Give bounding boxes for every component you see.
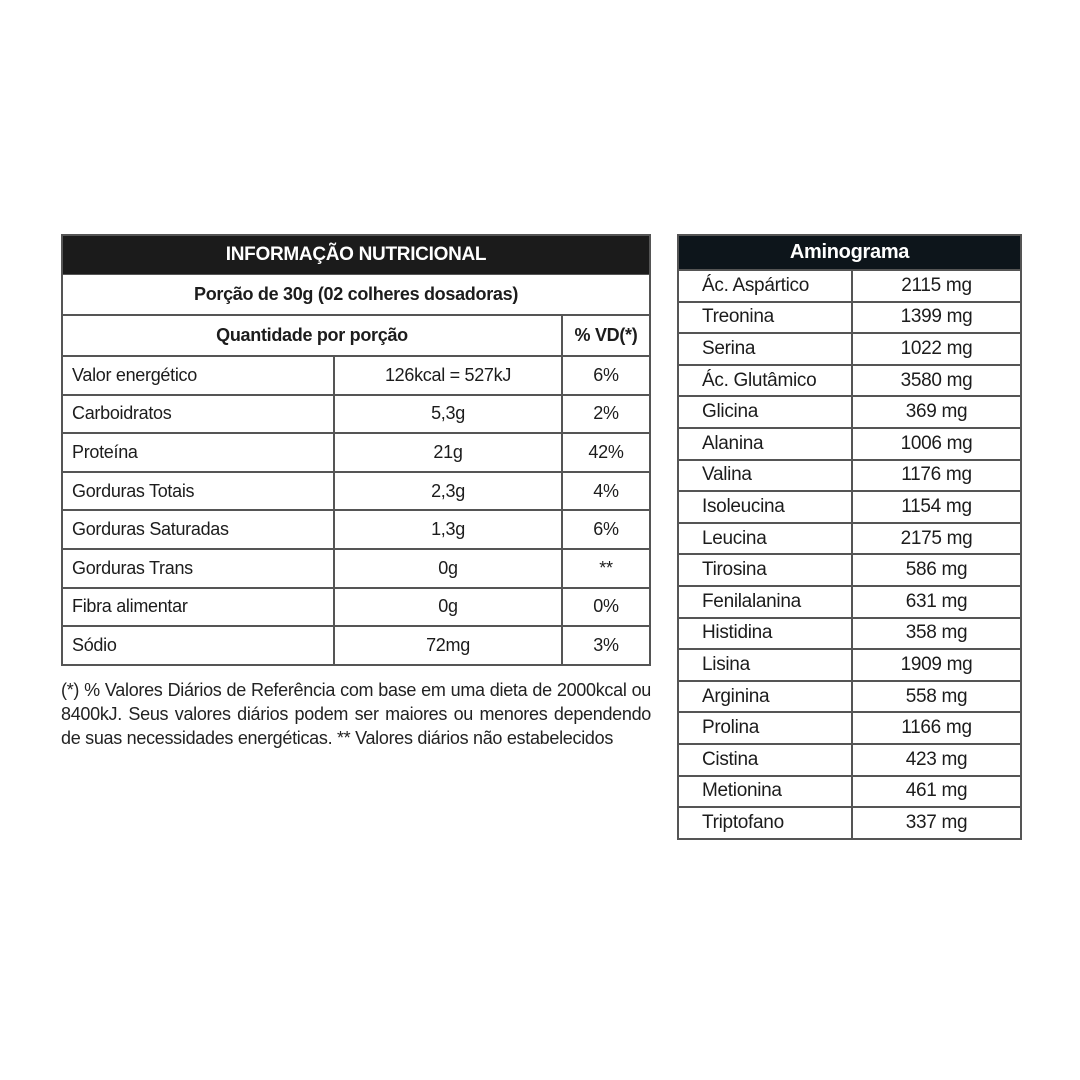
- amino-acid-value: 337 mg: [905, 811, 968, 833]
- nutrient-vd: 4%: [593, 480, 619, 501]
- table-row: [679, 522, 1020, 554]
- amino-acid-value: 423 mg: [905, 748, 968, 770]
- amino-acid-name: Leucina: [679, 524, 853, 554]
- table-row: [679, 711, 1020, 743]
- table-row: [679, 364, 1020, 396]
- aminogram-table: [677, 234, 1022, 840]
- amino-acid-name: Ác. Glutâmico: [679, 366, 853, 396]
- amino-acid-value: 1154 mg: [901, 495, 972, 517]
- nutrient-vd: **: [599, 557, 613, 578]
- table-row: [679, 395, 1020, 427]
- table-row: [679, 269, 1020, 301]
- nutrient-name: Gorduras Totais: [63, 473, 335, 510]
- amino-acid-value: 3580 mg: [900, 369, 973, 391]
- nutrition-facts-table: [61, 234, 651, 666]
- nutrient-name: Gorduras Saturadas: [63, 511, 335, 548]
- amino-acid-name: Arginina: [679, 682, 853, 712]
- table-row: [679, 301, 1020, 333]
- vd-header: % VD(*): [574, 325, 638, 345]
- table-row: [679, 775, 1020, 807]
- table-row: [679, 332, 1020, 364]
- nutrient-name: Fibra alimentar: [63, 589, 335, 626]
- amino-acid-value: 461 mg: [905, 780, 968, 802]
- amino-acid-name: Alanina: [679, 429, 853, 459]
- nutrient-name: Proteína: [63, 434, 335, 471]
- nutrient-amount: 72mg: [335, 627, 563, 664]
- table-row: [679, 585, 1020, 617]
- nutrient-name: Valor energético: [63, 357, 335, 394]
- aminogram-rows: [679, 269, 1020, 838]
- nutrient-amount: 2,3g: [335, 473, 563, 510]
- table-row: [679, 553, 1020, 585]
- table-row: [679, 648, 1020, 680]
- table-row: [679, 490, 1020, 522]
- amino-acid-value: 1006 mg: [900, 432, 973, 454]
- nutrient-vd: 6%: [593, 364, 619, 385]
- table-row: [63, 625, 649, 664]
- table-row: [63, 471, 649, 510]
- table-row: [63, 394, 649, 433]
- amino-acid-name: Cistina: [679, 745, 853, 775]
- table-row: [63, 587, 649, 626]
- column-headers: [63, 314, 649, 355]
- table-row: [63, 355, 649, 394]
- nutrient-amount: 0g: [335, 550, 563, 587]
- nutrient-amount: 21g: [335, 434, 563, 471]
- amino-acid-value: 586 mg: [905, 559, 968, 581]
- nutrient-name: Gorduras Trans: [63, 550, 335, 587]
- amount-header: Quantidade por porção: [63, 316, 563, 355]
- nutrient-amount: 1,3g: [335, 511, 563, 548]
- aminogram-title: Aminograma: [679, 236, 1020, 269]
- amino-acid-name: Metionina: [679, 777, 853, 807]
- amino-acid-value: 2175 mg: [900, 527, 973, 549]
- amino-acid-name: Lisina: [679, 650, 853, 680]
- table-row: [679, 459, 1020, 491]
- amino-acid-name: Triptofano: [679, 808, 853, 838]
- nutrition-title: INFORMAÇÃO NUTRICIONAL: [63, 236, 649, 274]
- nutrient-vd: 0%: [593, 596, 619, 617]
- amino-acid-name: Prolina: [679, 713, 853, 743]
- nutrient-name: Carboidratos: [63, 396, 335, 433]
- amino-acid-name: Glicina: [679, 397, 853, 427]
- nutrient-amount: 0g: [335, 589, 563, 626]
- amino-acid-name: Tirosina: [679, 555, 853, 585]
- amino-acid-name: Isoleucina: [679, 492, 853, 522]
- amino-acid-value: 1022 mg: [900, 337, 973, 359]
- table-row: [679, 806, 1020, 838]
- amino-acid-value: 358 mg: [905, 622, 968, 644]
- amino-acid-value: 631 mg: [905, 590, 968, 612]
- nutrient-vd: 2%: [593, 403, 619, 424]
- table-row: [679, 427, 1020, 459]
- nutrient-vd: 3%: [593, 634, 619, 655]
- nutrient-name: Sódio: [63, 627, 335, 664]
- table-row: [63, 548, 649, 587]
- table-row: [63, 509, 649, 548]
- amino-acid-value: 1909 mg: [900, 653, 973, 675]
- amino-acid-value: 1399 mg: [900, 306, 973, 328]
- nutrient-amount: 126kcal = 527kJ: [335, 357, 563, 394]
- table-row: [63, 432, 649, 471]
- amino-acid-value: 1166 mg: [901, 717, 972, 739]
- footnote: (*) % Valores Diários de Referência com base em uma dieta de 2000kcal ou 8400kJ. Seus valores diários podem ser maiores ou menores dependendo de suas necessidades energéticas. ** Valores diários não estabelecidos: [61, 680, 651, 748]
- amino-acid-name: Ác. Aspártico: [679, 271, 853, 301]
- amino-acid-name: Histidina: [679, 619, 853, 649]
- nutrient-amount: 5,3g: [335, 396, 563, 433]
- amino-acid-value: 558 mg: [905, 685, 968, 707]
- table-row: [679, 617, 1020, 649]
- nutrient-vd: 42%: [588, 441, 624, 462]
- amino-acid-value: 1176 mg: [901, 464, 972, 486]
- amino-acid-name: Serina: [679, 334, 853, 364]
- table-row: [679, 680, 1020, 712]
- amino-acid-name: Valina: [679, 461, 853, 491]
- amino-acid-value: 2115 mg: [901, 274, 972, 296]
- amino-acid-name: Treonina: [679, 303, 853, 333]
- nutrient-vd: 6%: [593, 519, 619, 540]
- amino-acid-name: Fenilalanina: [679, 587, 853, 617]
- amino-acid-value: 369 mg: [905, 401, 968, 423]
- table-row: [679, 743, 1020, 775]
- nutrition-rows: [63, 355, 649, 664]
- portion-size: Porção de 30g (02 colheres dosadoras): [63, 274, 649, 314]
